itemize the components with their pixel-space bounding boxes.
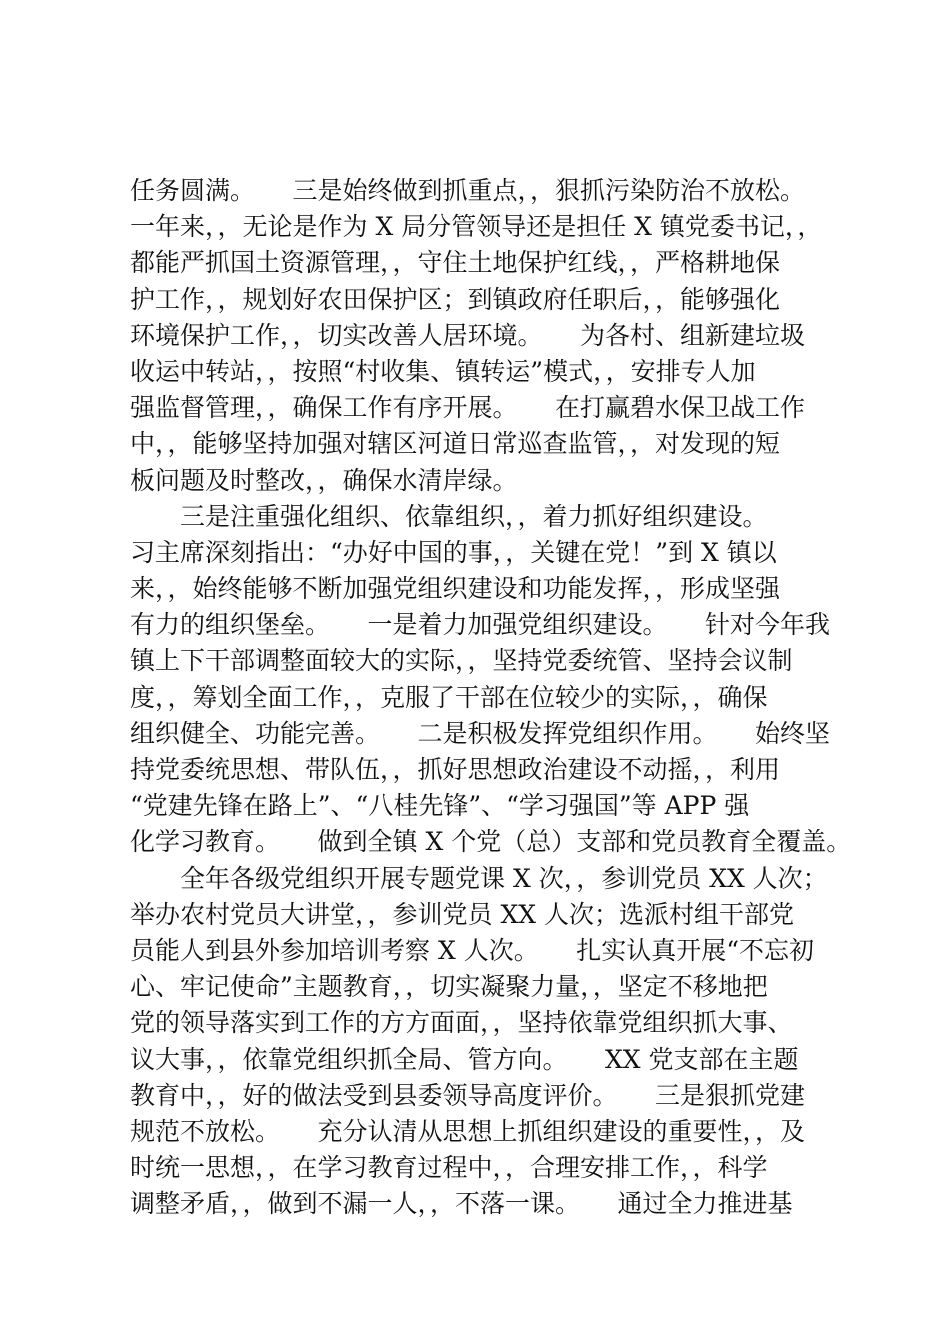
text-line: 收运中转站，，按照“村收集、镇转运”模式，，安排专人加 — [130, 356, 756, 386]
text-line: 都能严抓国土资源管理，，守住土地保护红线，，严格耕地保 — [130, 248, 781, 278]
text-line: 教育中，，好的做法受到县委领导高度评价。 三是狠抓党建 — [130, 1080, 806, 1110]
text-line: 环境保护工作，，切实改善人居环境。 为各村、组新建垃圾 — [130, 320, 806, 350]
text-line: 度，，筹划全面工作，，克服了干部在位较少的实际，，确保 — [130, 682, 768, 712]
text-line: 强监督管理，，确保工作有序开展。 在打赢碧水保卫战工作 — [130, 393, 806, 423]
text-line: 规范不放松。 充分认清从思想上抓组织建设的重要性，，及 — [130, 1116, 806, 1146]
text-line: 镇上下干部调整面较大的实际，，坚持党委统管、坚持会议制 — [130, 646, 793, 676]
text-line: 护工作，，规划好农田保护区；到镇政府任职后，，能够强化 — [130, 284, 781, 314]
text-line: 持党委统思想、带队伍，，抓好思想政治建设不动摇，，利用 — [130, 755, 781, 784]
text-line: 时统一思想，，在学习教育过程中，，合理安排工作，，科学 — [130, 1153, 768, 1183]
text-line: 一年来，，无论是作为 X 局分管领导还是担任 X 镇党委书记，， — [130, 212, 823, 242]
text-line: 中，，能够坚持加强对辖区河道日常巡查监管，，对发现的短 — [130, 429, 781, 459]
text-line: 全年各级党组织开展专题党课 X 次，，参训党员 XX 人次； — [130, 863, 828, 893]
text-line: 来，，始终能够不断加强党组织建设和功能发挥，，形成坚强 — [130, 574, 781, 604]
text-line: 组织健全、功能完善。 二是积极发挥党组织作用。 始终坚 — [130, 718, 831, 748]
text-line: 三是注重强化组织、依靠组织，，着力抓好组织建设。 — [130, 501, 768, 531]
body-text — [130, 173, 850, 1222]
text-line: “党建先锋在路上”、“八桂先锋”、“学习强国”等 APP 强 — [130, 791, 750, 821]
text-line: 员能人到县外参加培训考察 X 人次。 扎实认真开展“不忘初 — [130, 935, 814, 965]
text-line: 议大事，，依靠党组织抓全局、管方向。 XX 党支部在主题 — [130, 1044, 799, 1074]
text-line: 心、牢记使命”主题教育，，切实凝聚力量，，坚定不移地把 — [130, 972, 768, 1002]
text-line: 调整矛盾，，做到不漏一人，，不落一课。 通过全力推进基 — [130, 1189, 793, 1219]
text-line: 板问题及时整改，，确保水清岸绿。 — [130, 465, 518, 495]
text-line: 有力的组织堡垒。 一是着力加强党组织建设。 针对今年我 — [130, 610, 831, 640]
text-line: 任务圆满。 三是始终做到抓重点，，狠抓污染防治不放松。 — [130, 176, 806, 205]
text-line: 举办农村党员大讲堂，，参训党员 XX 人次；选派村组干部党 — [130, 899, 794, 929]
text-line: 习主席深刻指出：“办好中国的事，，关键在党！”到 X 镇以 — [130, 537, 777, 567]
text-line: 化学习教育。 做到全镇 X 个党（总）支部和党员教育全覆盖。 — [130, 827, 852, 857]
text-line: 党的领导落实到工作的方方面面，，坚持依靠党组织抓大事、 — [130, 1008, 793, 1038]
